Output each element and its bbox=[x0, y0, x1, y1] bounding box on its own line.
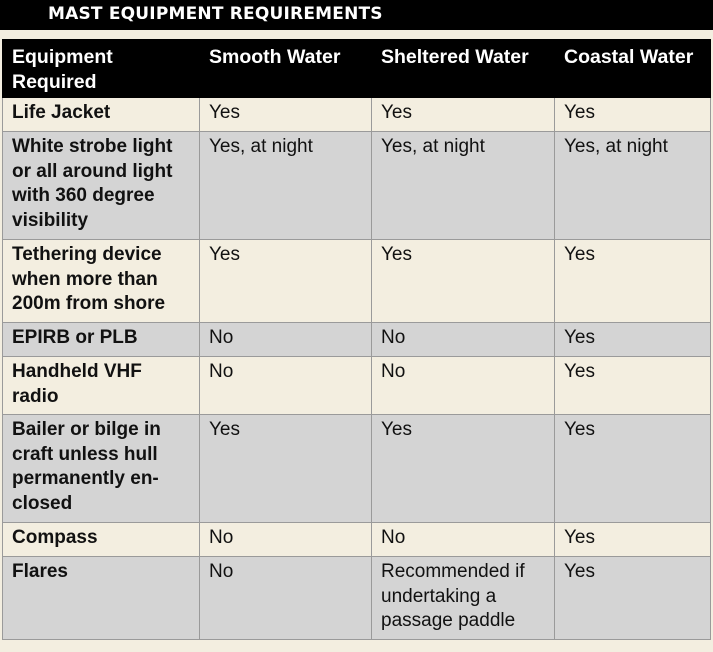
equipment-table bbox=[2, 39, 711, 640]
table-row bbox=[3, 240, 711, 323]
smooth-cell: Yes bbox=[200, 98, 372, 132]
header-equipment: Equipment Required bbox=[3, 40, 200, 98]
coastal-cell: Yes, at night bbox=[555, 132, 711, 240]
equipment-cell: EPIRB or PLB bbox=[3, 323, 200, 357]
header-sheltered-water: Sheltered Water bbox=[372, 40, 555, 98]
sheltered-cell: No bbox=[372, 523, 555, 557]
smooth-cell: No bbox=[200, 523, 372, 557]
coastal-cell: Yes bbox=[555, 240, 711, 323]
table-title: MAST EQUIPMENT REQUIREMENTS bbox=[48, 4, 383, 24]
coastal-cell: Yes bbox=[555, 98, 711, 132]
coastal-cell: Yes bbox=[555, 523, 711, 557]
equipment-cell: Life Jacket bbox=[3, 98, 200, 132]
sheltered-cell: No bbox=[372, 323, 555, 357]
equipment-cell: Compass bbox=[3, 523, 200, 557]
smooth-cell: No bbox=[200, 323, 372, 357]
sheltered-cell: Recommended if undertaking a passage paddle bbox=[372, 557, 555, 640]
table-row bbox=[3, 523, 711, 557]
table-row bbox=[3, 415, 711, 523]
table-row bbox=[3, 357, 711, 415]
sheltered-cell: Yes bbox=[372, 98, 555, 132]
title-gap bbox=[0, 30, 713, 39]
smooth-cell: No bbox=[200, 557, 372, 640]
sheltered-cell: Yes bbox=[372, 415, 555, 523]
header-smooth-water: Smooth Water bbox=[200, 40, 372, 98]
header-row bbox=[3, 40, 711, 98]
table-row bbox=[3, 557, 711, 640]
table-row bbox=[3, 132, 711, 240]
equipment-cell: White strobe light or all around light with 360 degree visibility bbox=[3, 132, 200, 240]
smooth-cell: Yes bbox=[200, 415, 372, 523]
title-bar bbox=[0, 0, 713, 30]
header-coastal-water: Coastal Water bbox=[555, 40, 711, 98]
coastal-cell: Yes bbox=[555, 415, 711, 523]
smooth-cell: Yes, at night bbox=[200, 132, 372, 240]
equipment-cell: Bailer or bilge in craft unless hull permanently en-closed bbox=[3, 415, 200, 523]
equipment-cell: Tethering device when more than 200m from shore bbox=[3, 240, 200, 323]
sheltered-cell: No bbox=[372, 357, 555, 415]
equipment-cell: Flares bbox=[3, 557, 200, 640]
smooth-cell: No bbox=[200, 357, 372, 415]
smooth-cell: Yes bbox=[200, 240, 372, 323]
sheltered-cell: Yes, at night bbox=[372, 132, 555, 240]
equipment-cell: Handheld VHF radio bbox=[3, 357, 200, 415]
sheltered-cell: Yes bbox=[372, 240, 555, 323]
table-row bbox=[3, 98, 711, 132]
bottom-margin bbox=[0, 640, 713, 652]
coastal-cell: Yes bbox=[555, 557, 711, 640]
coastal-cell: Yes bbox=[555, 357, 711, 415]
coastal-cell: Yes bbox=[555, 323, 711, 357]
table-row bbox=[3, 323, 711, 357]
